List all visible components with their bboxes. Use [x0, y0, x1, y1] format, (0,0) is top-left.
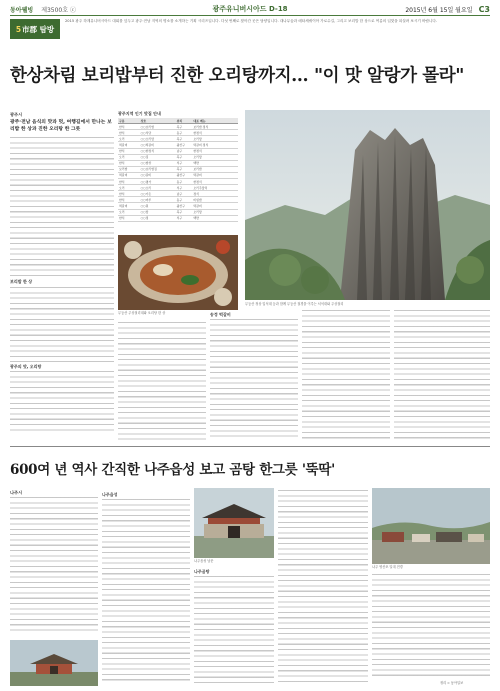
food-photo: [118, 235, 238, 310]
table-cell: 동구: [176, 179, 193, 185]
body-text-block: [394, 310, 490, 440]
table-cell: 떡갈비: [118, 203, 140, 209]
series-lead: [10, 19, 490, 41]
body-text-block: [372, 574, 490, 678]
table-cell: 정식: [192, 191, 238, 197]
table-cell: 서구: [176, 215, 193, 221]
table-cell: ○○탕: [140, 209, 176, 215]
table-header: 위치: [176, 118, 193, 124]
series-badge: 5 市郡 탐방: [10, 19, 60, 39]
table-cell: 떡갈비: [192, 172, 238, 178]
article1-subhead-b: 광주의 맛, 오리탕: [10, 363, 42, 369]
restaurant-table: [118, 118, 238, 222]
article1-column-5: [394, 310, 490, 440]
table-cell: ○○오리탕: [140, 136, 176, 142]
mountain-photo: [245, 110, 490, 300]
lead-paragraph: 2015 광주 하계유니버시아드 대회를 앞두고 광주·전남 지역의 명소를 소개하는 기획 시리즈입니다. 다섯 번째로 찾아간 곳은 담양입니다. 대나무숲과 메타세쿼이아 가로수길, 그리고 보리밥 한 상으로 여름의 입맛을 되살려 보시기 바랍니다.: [65, 19, 438, 23]
table-cell: 오리: [118, 154, 140, 160]
body-text-block: [10, 137, 114, 277]
article1-column-4: [302, 310, 390, 440]
body-text-block: [118, 322, 206, 440]
page-number: C3: [478, 4, 490, 14]
table-cell: 떡갈비 정식: [192, 142, 238, 148]
article1-subhead-c: 송정 떡갈비: [210, 312, 231, 317]
table-cell: ○○식당: [140, 130, 176, 136]
article2-subhead-b: 나주곰탕: [194, 569, 210, 574]
table-cell: 광산구: [176, 142, 193, 148]
article2-subhead-a: 나주읍성: [102, 492, 118, 497]
table-cell: 한정식: [192, 179, 238, 185]
table-cell: 떡갈비: [192, 203, 238, 209]
article2-column-2: [102, 490, 190, 686]
article2-byline: 나주시: [10, 490, 23, 495]
body-text-block: [102, 499, 190, 684]
body-text-block: [302, 310, 390, 440]
table-cell: 서구: [176, 160, 193, 166]
table-cell: 오리주물럭: [192, 185, 238, 191]
article1-subtitle: 광주·전남 음식의 맛과 멋, 여행길에서 만나는 보리밥 한 상과 진한 오리탕 한 그릇: [10, 120, 112, 133]
article1-column-2: [118, 322, 206, 440]
table-cell: 오리탕: [192, 209, 238, 215]
table-cell: 서구: [176, 185, 193, 191]
body-text-block: [10, 497, 98, 632]
table-cell: ○○한정식: [140, 148, 176, 154]
table-cell: 북구: [176, 209, 193, 215]
table-cell: 남구: [176, 148, 193, 154]
table-header: 상호: [140, 118, 176, 124]
table-cell: 떡갈비: [118, 142, 140, 148]
gate-photo-caption: 나주읍성 남문: [194, 559, 214, 563]
article2-column-1: [10, 490, 98, 635]
table-cell: ○○떡갈비: [140, 142, 176, 148]
article2-column-3: [194, 567, 274, 686]
table-cell: 오리: [118, 209, 140, 215]
table-row: [118, 215, 238, 221]
table-cell: 떡갈비: [118, 172, 140, 178]
gate-photo: [194, 488, 274, 558]
table-cell: 한정식: [192, 148, 238, 154]
mountain-photo-caption: 무등산 정상 입석대 등과 함께 무등산 절경을 이루는 서석대와 주상절리: [245, 302, 344, 306]
article1-column-1: [10, 112, 114, 442]
table-cell: 북구: [176, 166, 193, 172]
gate-small-photo: [10, 640, 98, 686]
article1-title: 한상차림 보리밥부터 진한 오리탕까지… "이 맛 알랑가 몰라": [10, 66, 464, 86]
table-cell: 한식: [118, 215, 140, 221]
table-cell: 한식: [118, 130, 140, 136]
article1-byline: 광주시: [10, 112, 23, 117]
table-header: 구분: [118, 118, 140, 124]
table-cell: 보리밥: [118, 166, 140, 172]
table-cell: ○○밥상: [140, 160, 176, 166]
section-name: 동아웰빙: [10, 6, 34, 14]
table-cell: ○○명가: [140, 179, 176, 185]
table-cell: 한식: [118, 148, 140, 154]
table-cell: ○○보리밥: [140, 124, 176, 130]
header-center-title: 광주유니버시아드 D-18: [212, 5, 288, 13]
table-cell: ○○정: [140, 215, 176, 221]
table-cell: 동구: [176, 130, 193, 136]
table-header: 대표 메뉴: [192, 118, 238, 124]
table-cell: ○○가든: [140, 191, 176, 197]
table-cell: 한식: [118, 179, 140, 185]
body-text-block: [10, 371, 114, 431]
table-cell: 북구: [176, 124, 193, 130]
table-cell: 한식: [118, 191, 140, 197]
restaurant-table-title: 광주지역 인기 맛집 안내: [118, 111, 161, 116]
body-text-block: [10, 287, 114, 362]
table-cell: 보리밥: [192, 166, 238, 172]
table-cell: 백반: [192, 215, 238, 221]
table-cell: 동구: [176, 197, 193, 203]
table-cell: ○○갈비: [140, 172, 176, 178]
article2-title: 600여 년 역사 간직한 나주읍성 보고 곰탕 한그릇 '뚝딱': [10, 462, 335, 478]
food-photo-caption: 무등산 주상절리대와 오리탕 한 상: [118, 311, 166, 315]
section-divider: [10, 446, 490, 447]
table-cell: ○○원: [140, 203, 176, 209]
town-photo-caption: 나주 영산포 일대 전경: [372, 565, 403, 569]
table-cell: 오리: [118, 136, 140, 142]
page-header: [10, 3, 490, 16]
page-credit: 정리 = 동아일보: [440, 681, 464, 685]
table-cell: ○○집: [140, 154, 176, 160]
body-text-block: [194, 576, 274, 686]
table-cell: 오리탕: [192, 154, 238, 160]
article1-column-3: [210, 310, 298, 440]
table-cell: 북구: [176, 136, 193, 142]
table-cell: ○○오리: [140, 185, 176, 191]
table-cell: 오리탕: [192, 136, 238, 142]
table-cell: ○○보리밥집: [140, 166, 176, 172]
article2-column-4: [278, 490, 368, 686]
table-cell: 광산구: [176, 203, 193, 209]
table-cell: 북구: [176, 154, 193, 160]
table-cell: 남구: [176, 191, 193, 197]
table-cell: ○○마루: [140, 197, 176, 203]
body-text-block: [210, 319, 298, 437]
body-text-block: [278, 490, 368, 686]
issue-info: 제3500호 ⓒ: [41, 6, 76, 14]
article2-column-5: [372, 574, 490, 678]
town-photo: [372, 488, 490, 564]
table-cell: 광산구: [176, 172, 193, 178]
table-cell: 한정식: [192, 130, 238, 136]
table-cell: 한식: [118, 124, 140, 130]
table-cell: 백반: [192, 160, 238, 166]
table-cell: 한식: [118, 197, 140, 203]
table-cell: 보리밥 정식: [192, 124, 238, 130]
table-cell: 한식: [118, 160, 140, 166]
article1-subhead-a: 보리밥 한 상: [10, 279, 33, 285]
header-date: 2015년 6월 15일 월요일: [405, 6, 473, 14]
table-cell: 오리: [118, 185, 140, 191]
table-cell: 비빔밥: [192, 197, 238, 203]
